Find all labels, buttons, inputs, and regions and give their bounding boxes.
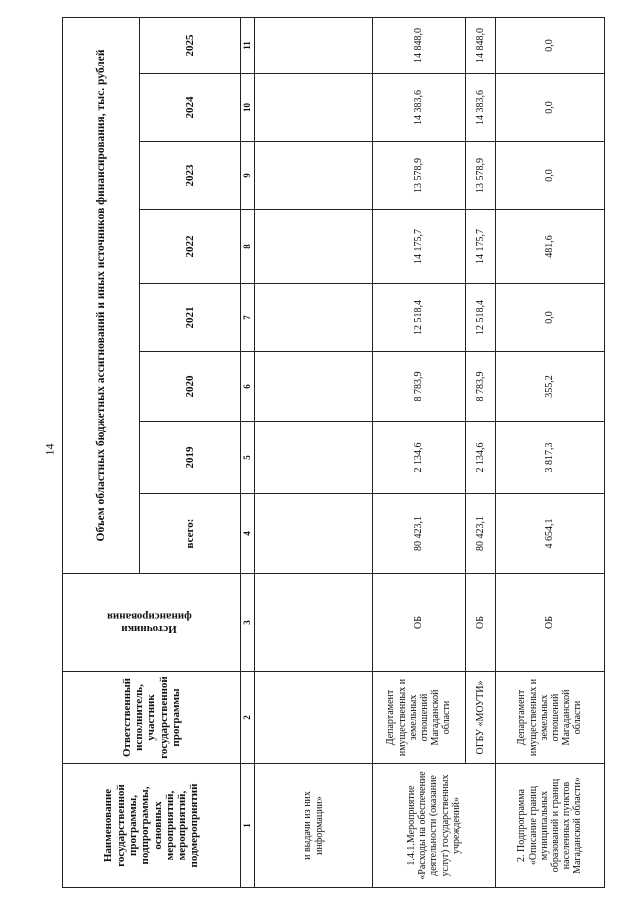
row-source: ОБ	[466, 574, 496, 672]
row-total: 80 423,1	[373, 494, 466, 574]
row-value: 13 578,9	[373, 142, 466, 210]
rotated-table-container	[62, 18, 604, 888]
column-number: 6	[241, 352, 255, 422]
column-number: 7	[241, 284, 255, 352]
row-source: ОБ	[373, 574, 466, 672]
row-value: 14 175,7	[373, 210, 466, 284]
row-value	[255, 352, 373, 422]
row-value: 481,6	[496, 210, 605, 284]
column-number-row	[241, 17, 255, 887]
row-executor: ОГБУ «МОУТИ»	[466, 672, 496, 764]
header-year: 2020	[140, 352, 241, 422]
row-value: 0,0	[496, 17, 605, 73]
table-row	[255, 17, 373, 887]
header-source-line2: финансирования	[107, 610, 193, 623]
column-number: 4	[241, 494, 255, 574]
header-year: 2022	[140, 210, 241, 284]
column-number: 5	[241, 422, 255, 494]
row-name: 2. Подпрограмма «Описание границ муниципальных образований и границ населенных пунктов Магаданской области»	[496, 764, 605, 888]
row-total	[255, 494, 373, 574]
header-name: Наименование государственной программы, подпрограммы, основных мероприятий, мероприятий, подмероприятий	[63, 764, 241, 888]
row-value: 0,0	[496, 74, 605, 142]
table-row	[496, 17, 605, 887]
column-number: 2	[241, 672, 255, 764]
header-year: 2021	[140, 284, 241, 352]
row-value: 2 134,6	[373, 422, 466, 494]
row-name: 1.4.1.Мероприятие «Расходы на обеспечение деятельности (оказание услуг) государственных учреждений»	[373, 764, 496, 888]
row-value	[255, 17, 373, 73]
header-source-line1: Источники	[122, 623, 178, 636]
row-value	[255, 142, 373, 210]
row-value: 13 578,9	[466, 142, 496, 210]
row-value: 0,0	[496, 142, 605, 210]
table-row	[373, 17, 466, 887]
header-year: 2023	[140, 142, 241, 210]
row-total: 4 654,1	[496, 494, 605, 574]
row-value: 8 783,9	[466, 352, 496, 422]
row-value	[255, 284, 373, 352]
column-number: 9	[241, 142, 255, 210]
column-number: 10	[241, 74, 255, 142]
table-row	[466, 17, 496, 887]
row-value: 12 518,4	[466, 284, 496, 352]
row-executor: Департамент имущественных и земельных отношений Магаданской области	[373, 672, 466, 764]
row-value: 14 175,7	[466, 210, 496, 284]
row-value	[255, 210, 373, 284]
row-total: 80 423,1	[466, 494, 496, 574]
header-total: всего:	[140, 494, 241, 574]
header-source	[63, 574, 241, 672]
row-value	[255, 422, 373, 494]
row-value: 3 817,3	[496, 422, 605, 494]
column-number: 1	[241, 764, 255, 888]
row-executor: Департамент имущественных и земельных отношений Магаданской области	[496, 672, 605, 764]
row-value: 12 518,4	[373, 284, 466, 352]
row-value: 14 383,6	[373, 74, 466, 142]
row-value: 14 383,6	[466, 74, 496, 142]
row-source	[255, 574, 373, 672]
page-number: 14	[42, 443, 57, 456]
row-value: 0,0	[496, 284, 605, 352]
row-value	[255, 74, 373, 142]
column-number: 3	[241, 574, 255, 672]
header-executor: Ответственный исполнитель, участник государственной программы	[63, 672, 241, 764]
financing-table	[62, 17, 605, 888]
header-year: 2025	[140, 17, 241, 73]
header-year: 2024	[140, 74, 241, 142]
row-executor	[255, 672, 373, 764]
column-number: 11	[241, 17, 255, 73]
row-name: и выдачи из них информации»	[255, 764, 373, 888]
row-value: 14 848,0	[466, 17, 496, 73]
header-year: 2019	[140, 422, 241, 494]
header-volume: Объем областных бюджетных ассигнований и иных источников финансирования, тыс. рублей	[63, 17, 140, 573]
row-source: ОБ	[496, 574, 605, 672]
row-value: 14 848,0	[373, 17, 466, 73]
row-value: 355,2	[496, 352, 605, 422]
row-value: 8 783,9	[373, 352, 466, 422]
column-number: 8	[241, 210, 255, 284]
row-value: 2 134,6	[466, 422, 496, 494]
header-row-top	[63, 17, 140, 887]
